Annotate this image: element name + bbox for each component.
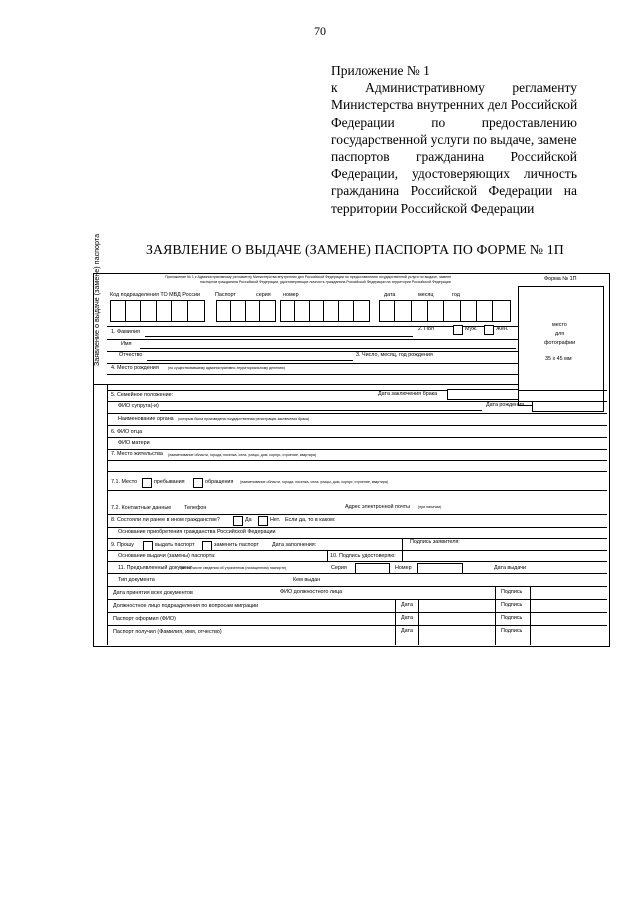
email-note: (при наличии): [418, 505, 442, 509]
issued-by-label: Кем выдан: [293, 577, 321, 583]
contacts-label: 7.2. Контактные данные: [111, 505, 172, 511]
email-label: Адрес электронной почты: [345, 504, 411, 510]
spouse-field[interactable]: [160, 410, 482, 411]
citizenship-basis-label: Основание приобретения гражданства Российской Федерации: [118, 529, 276, 535]
appendix-line: [331, 165, 577, 182]
spouse-label: ФИО супруга(-и): [118, 403, 159, 409]
marital-label: 5. Семейное положение:: [111, 392, 174, 398]
photo-label-3: фотографии: [544, 340, 576, 346]
side-label: Заявление о выдаче (замене) паспорта: [92, 233, 101, 367]
appendix-word: личность: [523, 166, 577, 182]
replace-label: заменить паспорт: [214, 542, 259, 548]
passport-series-field[interactable]: [216, 300, 276, 322]
birthplace-label: 4. Место рождения: [111, 365, 159, 371]
appendix-word: Федерации: [488, 183, 553, 199]
photo-label-1: место: [552, 322, 567, 328]
date-label-1: Дата: [401, 602, 413, 608]
appendix-word: регламенту: [512, 80, 577, 96]
birthdate-label: 3. Число, месяц, год рождения: [356, 352, 433, 358]
photo-label-2: для: [555, 331, 565, 337]
fill-date-label: Дата заполнения:: [272, 542, 317, 548]
birthplace-note: (по существовавшему административно-территориальному делению): [168, 366, 286, 370]
date-label-3: Дата: [401, 628, 413, 634]
header-note-2: паспортов гражданина Российской Федерации, удостоверяющих личность гражданина Российской Федерации на территории Российской Федерации: [200, 280, 451, 284]
sign-label-4: Подпись: [501, 628, 523, 634]
photo-label-4: 35 х 45 мм: [545, 356, 572, 362]
surname-label: 1. Фамилия: [111, 329, 140, 335]
form-number: Форма № 1П: [544, 276, 577, 282]
appendix-line: [331, 114, 577, 131]
appeal-checkbox[interactable]: [193, 478, 203, 488]
appendix-line: [331, 148, 577, 165]
sign-label-2: Подпись: [501, 602, 523, 608]
sign-label-3: Подпись: [501, 615, 523, 621]
appendix-word: гражданина: [415, 149, 485, 165]
date-label-2: Дата: [401, 615, 413, 621]
date-label: дата: [384, 292, 396, 298]
sign-label-1: Подпись: [501, 589, 523, 595]
name-label: Имя: [121, 341, 132, 347]
appendix-line: [331, 182, 577, 199]
appendix-word: Федерации,: [331, 166, 399, 182]
form-title: ЗАЯВЛЕНИЕ О ВЫДАЧЕ (ЗАМЕНЕ) ПАСПОРТА ПО ФОРМЕ № 1П: [146, 242, 564, 257]
stay-label-3: обращения: [205, 479, 234, 485]
appendix-word: Административному: [365, 80, 485, 96]
marriage-date-field[interactable]: [447, 389, 519, 400]
appendix-word: к: [331, 80, 338, 96]
if-yes-label: Если да, то в каком:: [285, 517, 336, 523]
male-checkbox[interactable]: [453, 325, 463, 335]
number-label: номер: [283, 292, 299, 298]
patronymic-label: Отчество: [119, 352, 143, 358]
passport-label: Паспорт: [215, 292, 236, 298]
official-label: ФИО должностного лица: [280, 589, 343, 595]
spouse-birth-field[interactable]: [532, 401, 604, 412]
prev-doc-note: (в том числе сведения об утраченном (похищенном) паспорте): [181, 566, 287, 570]
appendix-word: удостоверяющих: [411, 166, 511, 182]
phone-label: Телефон: [184, 505, 207, 511]
appendix-block: [331, 62, 577, 217]
no-checkbox[interactable]: [258, 516, 268, 526]
spouse-birth-label: Дата рождения: [486, 402, 525, 408]
appendix-line: [331, 131, 577, 148]
residence-label: 7. Место жительства: [111, 451, 163, 457]
appendix-word: Приложение № 1: [331, 63, 430, 78]
appendix-word: Российской: [510, 149, 577, 165]
appendix-line: [331, 96, 577, 113]
name-field[interactable]: [140, 348, 516, 349]
series-field-label: Серия: [331, 565, 347, 571]
issue-date-field-label: Дата выдачи: [494, 565, 527, 571]
sex-label: 2. Пол: [418, 326, 434, 332]
appendix-word: по: [431, 114, 446, 130]
prev-doc-label: 11. Предъявленный документ: [118, 565, 193, 571]
series-label: серия: [256, 292, 271, 298]
appendix-word: государственной услуги по выдаче, замене: [331, 131, 577, 147]
request-label: 9. Прошу: [111, 542, 134, 548]
made-by-label: Паспорт оформил (ФИО): [113, 616, 176, 622]
appendix-word: Федерации: [331, 114, 395, 130]
mother-label: ФИО матери: [118, 440, 150, 446]
page-number: 70: [314, 24, 326, 38]
father-label: 6. ФИО отца: [111, 429, 143, 435]
appendix-word: паспортов: [331, 149, 390, 165]
header-note-1: Приложение № 1 к Административному регламенту Министерства внутренних дел Российской Федерации по предоставлению государственной услуги по выдаче, замене: [165, 275, 452, 279]
yes-checkbox[interactable]: [233, 516, 243, 526]
stay-label-2: пребывания: [154, 479, 185, 485]
appendix-line: [331, 62, 577, 79]
yes-label: Да: [245, 517, 252, 523]
sign-cert-label: 10. Подпись удостоверяю:: [330, 553, 396, 559]
applicant-sign-label: Подпись заявителя:: [410, 539, 460, 545]
appendix-word: предоставлению: [481, 114, 577, 130]
registry-note: (которым была произведена государственная регистрация заключения брака): [178, 417, 310, 421]
year-label: год: [452, 292, 460, 298]
patronymic-field[interactable]: [147, 360, 353, 361]
marriage-date-label: Дата заключения брака: [378, 391, 438, 397]
no-label: Нет.: [270, 517, 281, 523]
number-field-label: Номер: [395, 565, 412, 571]
month-label: месяц: [418, 292, 434, 298]
citizenship-label: 8. Состояли ли ранее в ином гражданстве?: [111, 517, 220, 523]
surname-field[interactable]: [145, 336, 413, 337]
doc-type-label: Тип документа: [118, 577, 155, 583]
responsible-label: Должностное лицо подразделения по вопросам миграции: [113, 603, 259, 609]
accept-date-label: Дата принятия всех документов: [113, 590, 193, 596]
appendix-line: [331, 200, 577, 217]
appendix-word: территории Российской Федерации: [331, 200, 535, 216]
appendix-word: Министерства внутренних дел Российской: [331, 97, 578, 113]
stay-checkbox[interactable]: [142, 478, 152, 488]
issue-label: выдать паспорт: [155, 542, 195, 548]
appendix-word: Российской: [410, 183, 478, 199]
male-label: Муж.: [465, 326, 478, 332]
registry-label: Наименование органа: [118, 416, 174, 422]
stay-note: (наименование области, города, поселка, села, улицы, дом, корпус, строение, квартира): [240, 480, 389, 484]
stay-label: 7.1. Место: [111, 479, 138, 485]
female-checkbox[interactable]: [484, 325, 494, 335]
female-label: Жен.: [496, 326, 509, 332]
appendix-word: гражданина: [331, 183, 400, 199]
issue-basis-label: Основание выдачи (замены) паспорта:: [118, 553, 216, 559]
appendix-word: на: [563, 183, 577, 199]
code-label: Код подразделения ТО МВД России: [110, 292, 201, 298]
residence-note: (наименование области, города, поселка, села, улицы, дом, корпус, строение, квартира): [168, 453, 317, 457]
received-label: Паспорт получил (Фамилия, имя, отчество): [113, 629, 222, 635]
birthplace-field[interactable]: [107, 374, 518, 375]
appendix-line: [331, 79, 577, 96]
